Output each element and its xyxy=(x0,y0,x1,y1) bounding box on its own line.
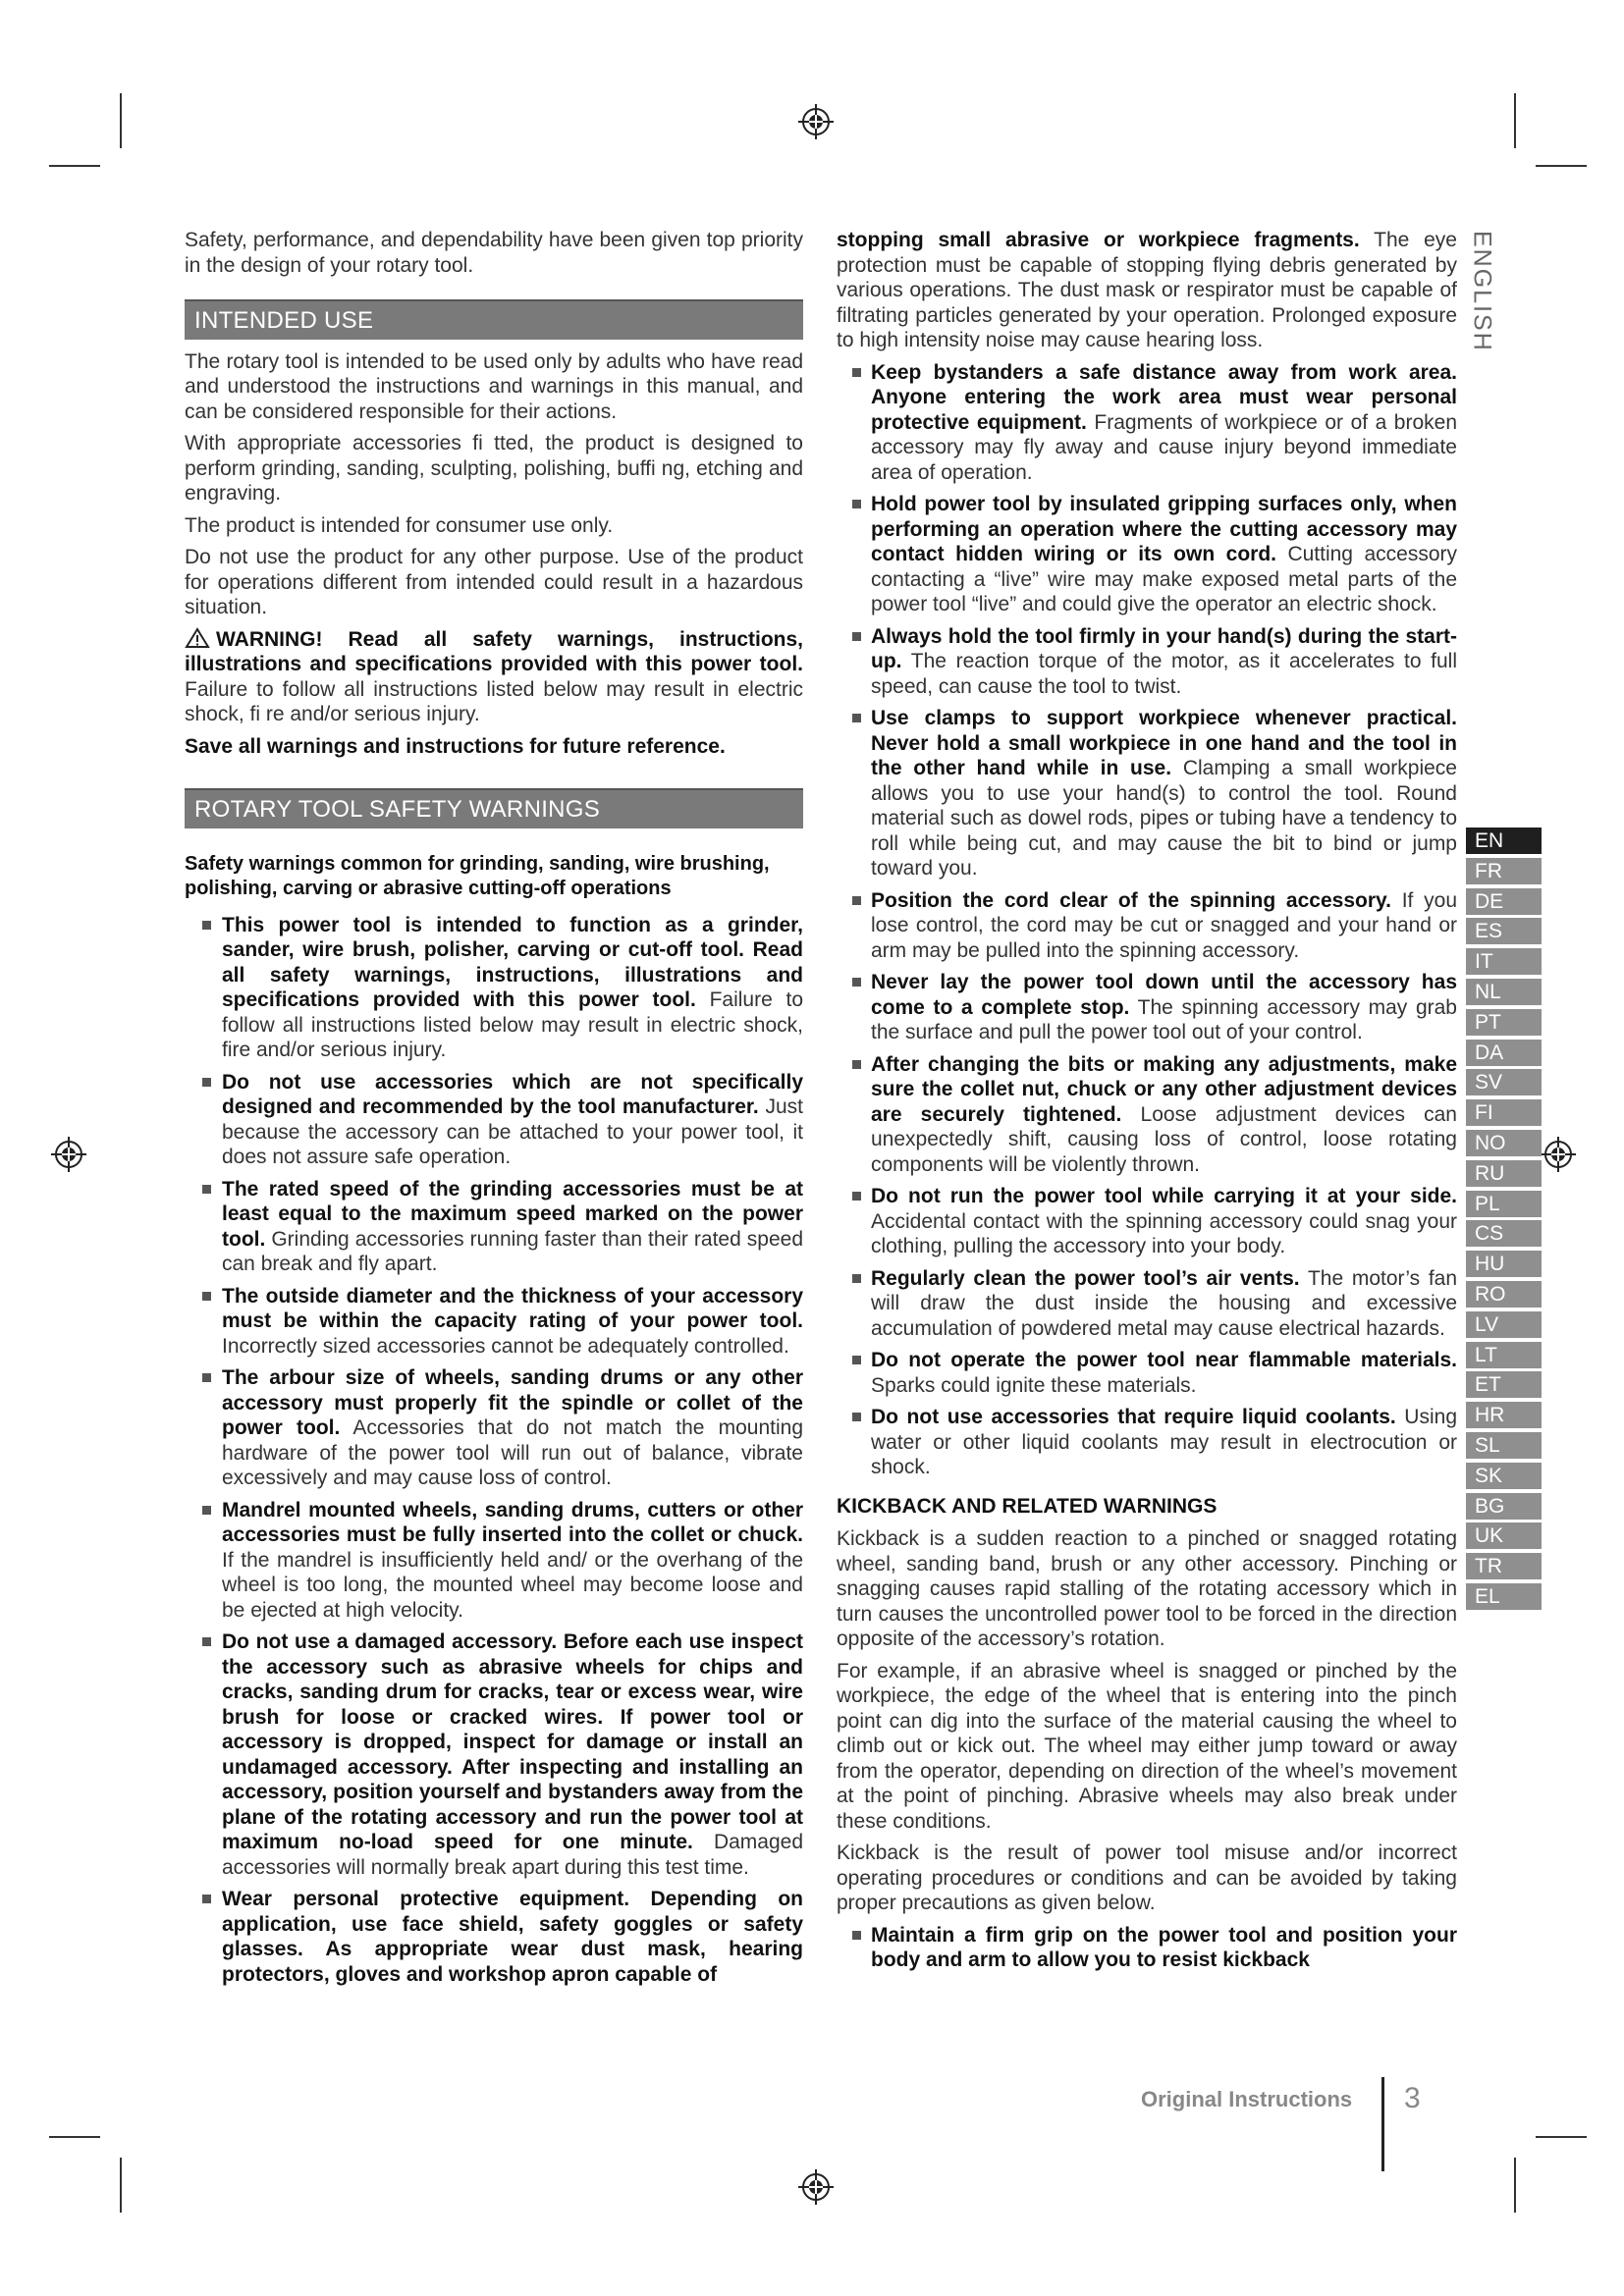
list-item: Use clamps to support workpiece whenever practical. Never hold a small workpiece in one hand and the tool in the other hand while in use. Clamping a small workpiece allows you to use your hand(s) to control the tool. Round material such as dowel rods, pipes or tubing have a tendency to roll while being cut, and may cause the bit to bind or jump toward you. xyxy=(837,706,1457,881)
tab-language-uk[interactable]: UK xyxy=(1466,1522,1542,1549)
tab-language-sv[interactable]: SV xyxy=(1466,1069,1542,1095)
crop-mark xyxy=(1514,2158,1516,2213)
continued-paragraph: stopping small abrasive or workpiece fragments. The eye protection must be capable of stopping flying debris generated by various operations. The dust mask or respirator must be capable of filtrating particles generated by your operation. Prolonged exposure to high intensity noise may cause hearing loss. xyxy=(837,229,1457,351)
tab-language-el[interactable]: EL xyxy=(1466,1583,1542,1610)
list-item: The rated speed of the grinding accessories must be at least equal to the maximum speed marked on the power tool. Grinding accessories running faster than their rated speed can break and fly apart. xyxy=(185,1177,803,1277)
tab-language-it[interactable]: IT xyxy=(1466,948,1542,975)
list-item: The arbour size of wheels, sanding drums or any other accessory must properly fit the spindle or collet of the power tool. Accessories that do not match the mounting hardware of the power tool will run out of balance, vibrate excessively and may cause loss of control. xyxy=(185,1365,803,1491)
bullet-square-icon xyxy=(852,1192,861,1201)
tab-language-bg[interactable]: BG xyxy=(1466,1493,1542,1520)
bullet-square-icon xyxy=(202,1637,211,1646)
kickback-heading: KICKBACK AND RELATED WARNINGS xyxy=(837,1494,1218,1518)
bullet-square-icon xyxy=(202,1373,211,1382)
tab-language-de[interactable]: DE xyxy=(1466,888,1542,915)
intended-use-p4: Do not use the product for any other purpose. Use of the product for operations different from intended could result in a hazardous situation. xyxy=(185,546,803,618)
bullet-square-icon xyxy=(852,714,861,722)
registration-mark-icon xyxy=(1539,1135,1578,1174)
crop-mark xyxy=(1536,165,1587,167)
intended-use-p3: The product is intended for consumer use only. xyxy=(185,513,614,537)
tab-language-cs[interactable]: CS xyxy=(1466,1220,1542,1247)
rotary-subheading: Safety warnings common for grinding, sanding, wire brushing, polishing, carving or abrasive cutting-off operations xyxy=(185,852,770,899)
warning-triangle-icon xyxy=(185,627,210,649)
bullet-square-icon xyxy=(852,896,861,905)
bullet-square-icon xyxy=(202,921,211,930)
bullet-square-icon xyxy=(852,632,861,641)
tab-language-sk[interactable]: SK xyxy=(1466,1463,1542,1489)
tab-language-sl[interactable]: SL xyxy=(1466,1432,1542,1459)
tab-language-hu[interactable]: HU xyxy=(1466,1251,1542,1277)
crop-mark xyxy=(120,2158,122,2213)
tab-language-tr[interactable]: TR xyxy=(1466,1553,1542,1579)
tab-language-en[interactable]: EN xyxy=(1466,828,1542,854)
tab-language-ro[interactable]: RO xyxy=(1466,1281,1542,1308)
right-column xyxy=(837,228,1457,1980)
warning-text: Failure to follow all instructions listed below may result in electric shock, fi re and/or serious injury. xyxy=(185,677,803,725)
page-number: 3 xyxy=(1404,2082,1421,2114)
footer-divider xyxy=(1381,2077,1384,2171)
tab-language-hr[interactable]: HR xyxy=(1466,1402,1542,1428)
kickback-p2: For example, if an abrasive wheel is snagged or pinched by the workpiece, the edge of the wheel that is entering into the pinch point can dig into the surface of the material causing the wheel to climb out or kick out. The wheel may either jump toward or away from the operator, depending on direction of the wheel’s movement at the point of pinching. Abrasive wheels may also break under these conditions. xyxy=(837,1659,1457,1833)
warning-bold: WARNING! Read all safety warnings, instructions, illustrations and specifications provided with this power tool. xyxy=(185,627,803,675)
language-label: ENGLISH xyxy=(1468,231,1496,352)
list-item: Maintain a firm grip on the power tool and position your body and arm to allow you to resist kickback xyxy=(837,1923,1457,1973)
crop-mark xyxy=(49,165,100,167)
intended-use-p2: With appropriate accessories fi tted, the product is designed to perform grinding, sanding, sculpting, polishing, buffi ng, etching and engraving. xyxy=(185,432,803,505)
list-item: Position the cord clear of the spinning accessory. If you lose control, the cord may be cut or snagged and your hand or arm may be pulled into the spinning accessory. xyxy=(837,888,1457,964)
tab-language-no[interactable]: NO xyxy=(1466,1130,1542,1156)
bullet-square-icon xyxy=(852,1356,861,1364)
list-item: Regularly clean the power tool’s air vents. The motor’s fan will draw the dust inside the housing and excessive accumulation of powdered metal may cause electrical hazards. xyxy=(837,1266,1457,1342)
list-item: Wear personal protective equipment. Depending on application, use face shield, safety goggles or safety glasses. As appropriate wear dust mask, hearing protectors, gloves and workshop apron capable of xyxy=(185,1887,803,1987)
bullet-square-icon xyxy=(852,1060,861,1069)
bullet-square-icon xyxy=(852,368,861,377)
list-item: Never lay the power tool down until the accessory has come to a complete stop. The spinning accessory may grab the surface and pull the power tool out of your control. xyxy=(837,970,1457,1045)
tab-language-es[interactable]: ES xyxy=(1466,918,1542,944)
list-item: After changing the bits or making any adjustments, make sure the collet nut, chuck or any other adjustment devices are securely tightened. Loose adjustment devices can unexpectedly shift, causing loss of control, loose rotating components will be violently thrown. xyxy=(837,1052,1457,1178)
bullet-square-icon xyxy=(202,1506,211,1515)
crop-mark xyxy=(1536,2136,1587,2138)
tab-language-et[interactable]: ET xyxy=(1466,1371,1542,1398)
tab-language-da[interactable]: DA xyxy=(1466,1040,1542,1066)
crop-mark xyxy=(120,93,122,148)
bullet-square-icon xyxy=(852,1413,861,1421)
registration-mark-icon xyxy=(796,102,836,141)
footer-label: Original Instructions xyxy=(1141,2087,1353,2111)
list-item: Do not use a damaged accessory. Before each use inspect the accessory such as abrasive wheels for chips and cracks, sanding drum for cracks, tear or excess wear, wire brush for loose or cracked wires. If power tool or accessory is dropped, inspect for damage or install an undamaged accessory. After inspecting and installing an accessory, position yourself and bystanders away from the plane of the rotating accessory and run the power tool at maximum no-load speed for one minute. Damaged accessories will normally break apart during this test time. xyxy=(185,1629,803,1880)
tab-language-fi[interactable]: FI xyxy=(1466,1099,1542,1126)
intended-use-heading: INTENDED USE xyxy=(185,299,803,340)
save-instructions: Save all warnings and instructions for future reference. xyxy=(185,734,726,758)
language-tabs xyxy=(1466,828,1542,1614)
list-item: The outside diameter and the thickness of your accessory must be within the capacity rating of your power tool. Incorrectly sized accessories cannot be adequately controlled. xyxy=(185,1284,803,1360)
tab-language-pl[interactable]: PL xyxy=(1466,1191,1542,1217)
list-item: Do not use accessories that require liquid coolants. Using water or other liquid coolants may result in electrocution or shock. xyxy=(837,1405,1457,1480)
registration-mark-icon xyxy=(49,1135,88,1174)
kickback-p1: Kickback is a sudden reaction to a pinched or snagged rotating wheel, sanding band, brush or any other accessory. Pinching or snagging causes rapid stalling of the rotating accessory which in turn causes the uncontrolled power tool to be forced in the direction opposite of the accessory’s rotation. xyxy=(837,1527,1457,1650)
crop-mark xyxy=(1514,93,1516,148)
tab-language-lt[interactable]: LT xyxy=(1466,1342,1542,1368)
warning-paragraph xyxy=(185,627,803,727)
tab-language-lv[interactable]: LV xyxy=(1466,1311,1542,1338)
list-item: This power tool is intended to function as a grinder, sander, wire brush, polisher, carving or cut-off tool. Read all safety warnings, instructions, illustrations and specifications provided with this power tool. Failure to follow all instructions listed below may result in electric shock, fire and/or serious injury. xyxy=(185,913,803,1063)
list-item: Hold power tool by insulated gripping surfaces only, when performing an operation where the cutting accessory may contact hidden wiring or its own cord. Cutting accessory contacting a “live” wire may make exposed metal parts of the power tool “live” and could give the operator an electric shock. xyxy=(837,492,1457,617)
tab-language-nl[interactable]: NL xyxy=(1466,979,1542,1005)
list-item: Do not use accessories which are not specifically designed and recommended by the tool manufacturer. Just because the accessory can be attached to your power tool, it does not assure safe operation. xyxy=(185,1070,803,1170)
left-column xyxy=(185,228,803,1994)
kickback-p3: Kickback is the result of power tool misuse and/or incorrect operating procedures or conditions and can be avoided by taking proper precautions as given below. xyxy=(837,1842,1457,1914)
tab-language-ru[interactable]: RU xyxy=(1466,1160,1542,1187)
bullet-square-icon xyxy=(852,1931,861,1940)
crop-mark xyxy=(49,2136,100,2138)
tab-language-fr[interactable]: FR xyxy=(1466,858,1542,884)
bullet-square-icon xyxy=(202,1185,211,1194)
intended-use-p1: The rotary tool is intended to be used only by adults who have read and understood the instructions and warnings in this manual, and can be considered responsible for their actions. xyxy=(185,349,803,423)
bullet-square-icon xyxy=(202,1292,211,1301)
list-item: Keep bystanders a safe distance away from work area. Anyone entering the work area must wear personal protective equipment. Fragments of workpiece or of a broken accessory may fly away and cause injury beyond immediate area of operation. xyxy=(837,360,1457,486)
registration-mark-icon xyxy=(796,2167,836,2207)
intro-paragraph: Safety, performance, and dependability have been given top priority in the design of your rotary tool. xyxy=(185,229,803,277)
bullet-square-icon xyxy=(852,500,861,508)
list-item: Do not run the power tool while carrying it at your side. Accidental contact with the spinning accessory could snag your clothing, pulling the accessory into your body. xyxy=(837,1184,1457,1259)
tab-language-pt[interactable]: PT xyxy=(1466,1009,1542,1036)
bullet-square-icon xyxy=(202,1078,211,1087)
bullet-square-icon xyxy=(852,1274,861,1283)
bullet-square-icon xyxy=(852,978,861,987)
list-item: Do not operate the power tool near flammable materials. Sparks could ignite these materials. xyxy=(837,1348,1457,1398)
bullet-square-icon xyxy=(202,1895,211,1903)
list-item: Always hold the tool firmly in your hand(s) during the start-up. The reaction torque of the motor, as it accelerates to full speed, can cause the tool to twist. xyxy=(837,624,1457,700)
list-item: Mandrel mounted wheels, sanding drums, cutters or other accessories must be fully inserted into the collet or chuck. If the mandrel is insufficiently held and/ or the overhang of the wheel is too long, the mounted wheel may become loose and be ejected at high velocity. xyxy=(185,1498,803,1624)
rotary-warnings-heading: ROTARY TOOL SAFETY WARNINGS xyxy=(185,788,803,828)
